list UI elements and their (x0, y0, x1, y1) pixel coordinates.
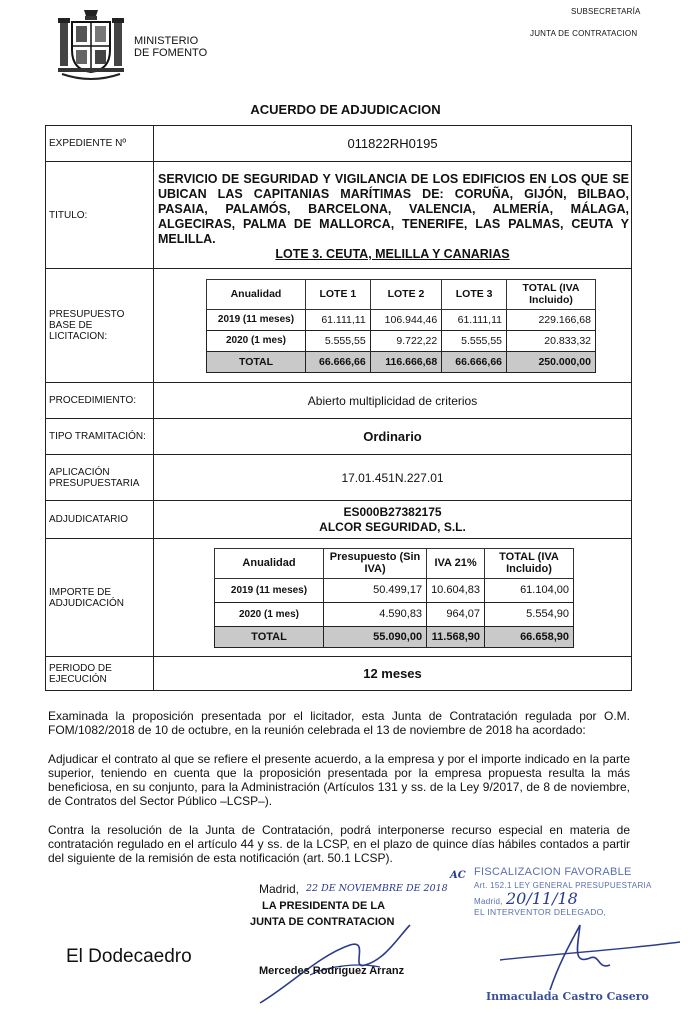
pres-total-lote3: 66.666,66 (442, 351, 507, 372)
label-expediente: EXPEDIENTE Nº (46, 126, 154, 162)
imp-total-total: 66.658,90 (485, 626, 574, 647)
signature-scribble-right (480, 920, 685, 1000)
stamp-name: Inmaculada Castro Casero (486, 990, 649, 1003)
signature-role-line2: JUNTA DE CONTRATACION (250, 916, 395, 928)
pres-total-total: 250.000,00 (507, 351, 596, 372)
pres-total-label: TOTAL (207, 351, 306, 372)
stamp-date: 20/11/18 (506, 889, 578, 908)
paragraph-examinada: Examinada la proposición presentada por el licitador, esta Junta de Contratación regulada por O.M. FOM/1082/2018 de 10 de octubre, en la reunión celebrada el 13 de noviembre de 2018 ha acordado: (48, 709, 630, 737)
label-adjudicatario: ADJUDICATARIO (46, 501, 154, 539)
stamp-initials: AC (450, 870, 466, 881)
ministry-line1: MINISTERIO (134, 35, 199, 47)
imp-cell-presupuesto: 4.590,83 (324, 602, 427, 626)
adjudicatario-nombre: ALCOR SEGURIDAD, S.L. (319, 519, 466, 534)
ministry-name (134, 35, 207, 59)
row-procedimiento (46, 383, 632, 419)
pres-header-lote3: LOTE 3 (442, 279, 507, 309)
imp-header-total: TOTAL (IVA Incluido) (485, 548, 574, 578)
label-periodo: PERIODO DE EJECUCIÓN (46, 657, 154, 691)
pres-cell-lote1: 5.555,55 (305, 330, 370, 351)
paragraph-adjudicar: Adjudicar el contrato al que se refiere el presente acuerdo, a la empresa y por el importe indicado en la parte superior, teniendo en cuenta que la proposición presentada por la empresa propuesta resulta la más beneficiosa, en su conjunto, para la Administración (Artículos 131 y ss. de la Ley 9/2017, de 8 de noviembre, de Contratos del Sector Público –LCSP–). (48, 752, 630, 808)
agreement-table (45, 125, 632, 691)
pres-header-lote2: LOTE 2 (370, 279, 442, 309)
label-aplicacion: APLICACIÓN PRESUPUESTARIA (46, 455, 154, 501)
imp-header-presupuesto: Presupuesto (Sin IVA) (324, 548, 427, 578)
table-row (207, 309, 596, 330)
row-presupuesto (46, 269, 632, 383)
imp-cell-anualidad: 2020 (1 mes) (215, 602, 324, 626)
pres-total-lote1: 66.666,66 (305, 351, 370, 372)
table-total-row (207, 351, 596, 372)
pres-cell-lote2: 9.722,22 (370, 330, 442, 351)
imp-cell-iva: 964,07 (427, 602, 485, 626)
signature-scribble-left (250, 915, 440, 1005)
watermark-text: El Dodecaedro (66, 946, 192, 967)
row-tramitacion (46, 419, 632, 455)
row-importe (46, 539, 632, 657)
stamp-line1: FISCALIZACION FAVORABLE (474, 866, 632, 878)
label-titulo: TITULO: (46, 162, 154, 269)
pres-cell-anualidad: 2020 (1 mes) (207, 330, 306, 351)
imp-total-presupuesto: 55.090,00 (324, 626, 427, 647)
signature-role-line1: LA PRESIDENTA DE LA (262, 900, 386, 912)
coat-of-arms-icon (56, 8, 126, 84)
value-importe (154, 539, 632, 657)
stamp-line2: Art. 152.1 LEY GENERAL PRESUPUESTARIA (474, 881, 652, 890)
imp-total-label: TOTAL (215, 626, 324, 647)
value-periodo: 12 meses (154, 657, 632, 691)
imp-cell-presupuesto: 50.499,17 (324, 578, 427, 602)
pres-header-total: TOTAL (IVA Incluido) (507, 279, 596, 309)
titulo-text: SERVICIO DE SEGURIDAD Y VIGILANCIA DE LOS EDIFICIOS EN LOS QUE SE UBICAN LAS CAPITANIAS MARÍTIMAS DE: CORUÑA, GIJÓN, BILBAO, PASAIA, PALAMÓS, BARCELONA, VALENCIA, ALMERÍA, MÁLAGA, ALGECIRAS, PALMA DE MALLORCA, TENERIFE, LAS PALMAS, CEUTA Y MELILLA. (158, 171, 629, 246)
ministry-line2: DE FOMENTO (134, 47, 208, 59)
value-titulo (154, 162, 632, 269)
presupuesto-table (206, 279, 596, 373)
imp-cell-total: 61.104,00 (485, 578, 574, 602)
imp-cell-anualidad: 2019 (11 meses) (215, 578, 324, 602)
value-aplicacion: 17.01.451N.227.01 (154, 455, 632, 501)
imp-header-iva: IVA 21% (427, 548, 485, 578)
document-title: ACUERDO DE ADJUDICACION (250, 102, 441, 117)
row-adjudicatario (46, 501, 632, 539)
imp-cell-total: 5.554,90 (485, 602, 574, 626)
pres-header-lote1: LOTE 1 (305, 279, 370, 309)
importe-table (214, 548, 574, 648)
table-row (215, 578, 574, 602)
pres-cell-total: 229.166,68 (507, 309, 596, 330)
titulo-lote: LOTE 3. CEUTA, MELILLA Y CANARIAS (275, 246, 510, 261)
row-titulo (46, 162, 632, 269)
value-expediente: 011822RH0195 (154, 126, 632, 162)
label-tramitacion: TIPO TRAMITACIÓN: (46, 419, 154, 455)
imp-header-anualidad: Anualidad (215, 548, 324, 578)
signature-date: 22 DE NOVIEMBRE DE 2018 (306, 883, 448, 894)
imp-cell-iva: 10.604,83 (427, 578, 485, 602)
adjudicatario-nif: ES000B27382175 (343, 504, 442, 519)
subsecretaria-label: SUBSECRETARÍA (571, 7, 641, 16)
value-tramitacion: Ordinario (154, 419, 632, 455)
label-procedimiento: PROCEDIMIENTO: (46, 383, 154, 419)
pres-cell-lote3: 5.555,55 (442, 330, 507, 351)
row-aplicacion (46, 455, 632, 501)
value-adjudicatario (154, 501, 632, 539)
value-procedimiento: Abierto multiplicidad de criterios (154, 383, 632, 419)
value-presupuesto (154, 269, 632, 383)
table-row (215, 602, 574, 626)
label-presupuesto: PRESUPUESTO BASE DE LICITACION: (46, 269, 154, 383)
pres-cell-anualidad: 2019 (11 meses) (207, 309, 306, 330)
junta-label: JUNTA DE CONTRATACION (530, 29, 638, 38)
stamp-line4: EL INTERVENTOR DELEGADO, (474, 907, 607, 917)
table-row (207, 330, 596, 351)
table-total-row (215, 626, 574, 647)
pres-total-lote2: 116.666,68 (370, 351, 442, 372)
pres-cell-lote1: 61.111,11 (305, 309, 370, 330)
imp-total-iva: 11.568,90 (427, 626, 485, 647)
pres-cell-lote2: 106.944,46 (370, 309, 442, 330)
row-periodo (46, 657, 632, 691)
row-expediente (46, 126, 632, 162)
stamp-place: Madrid, (474, 897, 503, 906)
pres-header-anualidad: Anualidad (207, 279, 306, 309)
pres-cell-total: 20.833,32 (507, 330, 596, 351)
paragraph-recurso: Contra la resolución de la Junta de Contratación, podrá interponerse recurso especial en materia de contratación regulado en el artículo 44 y ss. de la LCSP, en el plazo de quince días hábiles contados a partir del siguiente de la remisión de esta notificación (art. 50.1 LCSP). (48, 823, 630, 865)
signature-name: Mercedes Rodríguez Arranz (259, 965, 405, 977)
pres-cell-lote3: 61.111,11 (442, 309, 507, 330)
label-importe: IMPORTE DE ADJUDICACIÓN (46, 539, 154, 657)
signature-place: Madrid, (259, 882, 300, 896)
